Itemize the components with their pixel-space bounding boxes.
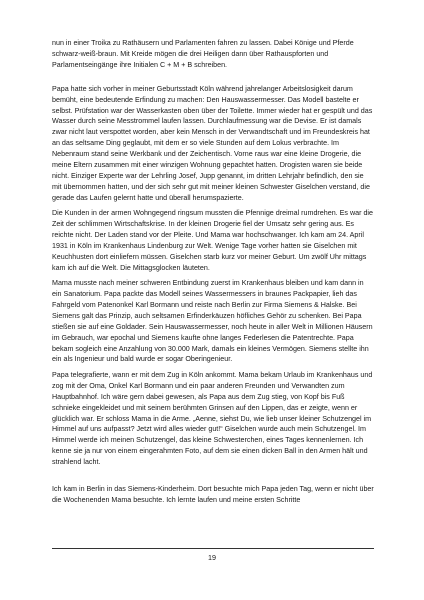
paragraph-spacer [52, 468, 374, 484]
paragraph-6: Ich kam in Berlin in das Siemens-Kinderheim. Dort besuchte mich Papa jeden Tag, wenn er nicht über die Wochenenden Mama besuchte. Ich lernte laufen und meine ersten Schritte [52, 485, 374, 504]
paragraph-5: Papa telegrafierte, wann er mit dem Zug in Köln ankommt. Mama bekam Urlaub im Krankenhaus und zog mit der Oma, Onkel Karl Bormann und ein paar anderen Freunden und Verwandten zum Hauptbahnhof. Ich wäre gern dabei gewesen, als Papa aus dem Zug stieg, von Kopf bis Fuß schnieke eingekleidet und mit seinem berühmten Grinsen auf den Lippen, das er zeigte, wenn er glücklich war. Er schloss Mama in die Arme. „Aenne, siehst Du, wie lieb unser kleiner Schutzengel im Himmel auf uns aufpasst? Jetzt wird alles wieder gut!“ Giselchen wurde auch mein Schutzengel. Im Himmel werde ich meinen Schutzengel, das kleine Schwesterchen, eines Tages kennenlernen. Ich kenne sie ja nur von einem eingerahmten Foto, auf dem sie einen dicken Ball in den Armen hält und strahlend lacht. [52, 370, 373, 467]
paragraph-1: nun in einer Troika zu Rathäusern und Parlamenten fahren zu lassen. Dabei Könige und Pferde schwarz-weiß-braun. Mit Kreide mögen die drei Heiligen dann über Rathauspforten und Parlamentseingänge ihre Initialen C + M + B schreiben. [52, 39, 354, 69]
footer-divider [52, 548, 374, 549]
paragraph-spacer [52, 71, 374, 84]
paragraph-2: Papa hatte sich vorher in meiner Geburtsstadt Köln während jahrelanger Arbeitslosigkeit darum bemüht, eine bedeutende Erfindung zu machen: Den Hauswassermesser. Das Modell bastelte er selbst. Prüfstation war der Wasserkasten oben über der Toilette. Immer wieder hat er gespült und das Wasser durch seine Messtrommel laufen lassen. Durchlaufmessung war die Devise. Er ist damals zwar nicht laut verspottet worden, aber kein Mensch in der Verwandtschaft und im Freundeskreis hat an das seltsame Ding geglaubt, mit dem er so viele Stunden auf dem Lokus verbrachte. Im Nebenraum stand seine Werkbank und der Zeichentisch. Vorne raus war eine kleine Drogerie, die meine Eltern zusammen mit einer winzigen Wohnung gepachtet hatten. Drogisten waren sie beide nicht. Einziger Experte war der Lehrling Josef, Jupp genannt, im dritten Lehrjahr befindlich, den sie mit übernommen hatten, und der sich sehr gut mit meiner kleinen Schwester Giselchen verstand, die gerade das Laufen gelernt hatte und überall herumspazierte. [52, 84, 373, 202]
paragraph-4: Mama musste nach meiner schweren Entbindung zuerst im Krankenhaus bleiben und kam dann in ein Sanatorium. Papa packte das Modell seines Wassermessers in braunes Packpapier, lieh das Fahrgeld vom Patenonkel Karl Bormann und reiste nach Berlin zur Firma Siemens & Halske. Bei Siemens galt das Prinzip, auch seltsamen Erfinderkäuzen höfliches Gehör zu schenken. Bei Papa stießen sie auf eine Goldader. Sein Hauswassermesser, noch heute in aller Welt in Millionen Häusern im Gebrauch, war epochal und Siemens kaufte ohne langes Federlesen die Patentrechte. Papa bekam sogleich eine Anzahlung von 30.000 Mark, damals ein kleines Vermögen. Siemens stellte ihn ein als Ingenieur und bald wurde er sogar Oberingenieur. [52, 279, 373, 364]
page-number: 19 [208, 553, 216, 562]
paragraph-3: Die Kunden in der armen Wohngegend ringsum mussten die Pfennige dreimal rumdrehen. Es war die Zeit der schlimmen Wirtschaftskrise. In der kleinen Drogerie fiel der Umsatz sehr gering aus. Es reichte nicht. Der Laden stand vor der Pleite. Und Mama war hochschwanger. Ich kam am 24. April 1931 in Köln im Krankenhaus Lindenburg zur Welt. Wenige Tage vorher hatten sie Giselchen mit Keuchhusten dort einliefern müssen. Giselchen starb kurz vor meiner Geburt. Um zwölf Uhr mittags kam ich auf die Welt. Die Mittagsglocken läuteten. [52, 209, 373, 272]
